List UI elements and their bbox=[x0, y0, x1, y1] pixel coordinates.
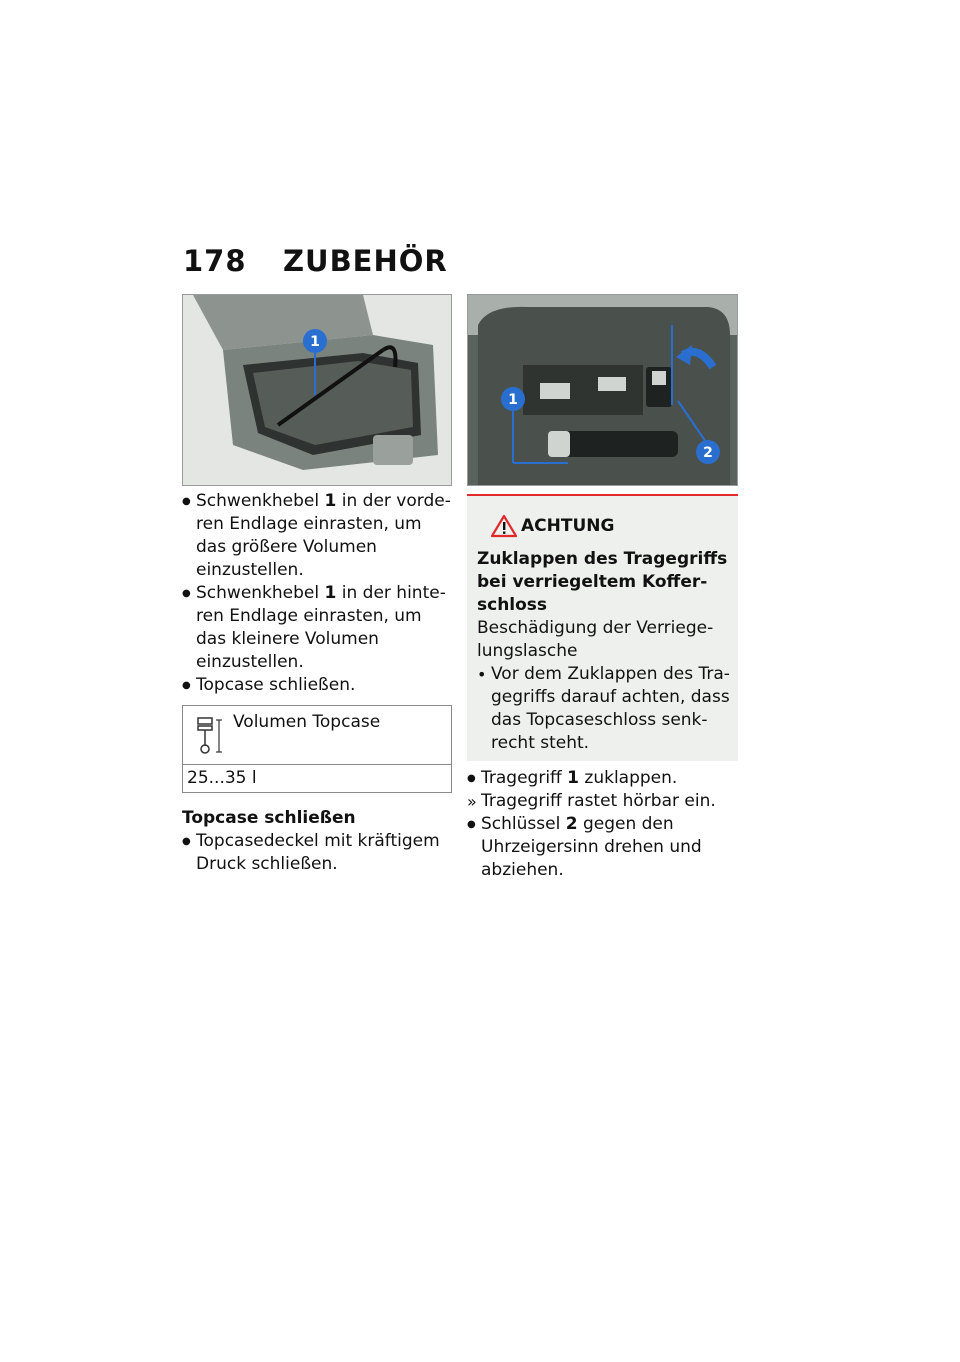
page-header bbox=[183, 244, 448, 278]
warning-triangle-icon bbox=[491, 514, 517, 538]
list-item: ● Topcase schließen. bbox=[182, 674, 452, 697]
list-item: ● Tragegriff 1 zuklappen. bbox=[467, 767, 738, 790]
specs-table bbox=[182, 705, 452, 793]
warning-heading: Zuklappen des Tragegriffs bei verriegeltem Kofferschloss bbox=[477, 549, 728, 615]
list-item: ● Topcasedeckel mit kräftigem Druck schließen. bbox=[182, 830, 452, 876]
callout-2: 2 bbox=[703, 445, 713, 461]
callout-1: 1 bbox=[310, 334, 320, 350]
specs-value: 25...35 l bbox=[187, 768, 257, 788]
section-heading: Topcase schließen bbox=[182, 808, 356, 828]
list-item: ● Schlüssel 2 gegen den Uhrzeigersinn drehen und abziehen. bbox=[467, 813, 738, 882]
volume-icon bbox=[195, 716, 225, 756]
page-number: 178 bbox=[183, 244, 247, 278]
right-column bbox=[467, 294, 738, 882]
warning-items bbox=[477, 663, 730, 755]
right-steps bbox=[467, 767, 738, 882]
topcase-interior-illustration bbox=[183, 295, 451, 485]
callout-1: 1 bbox=[508, 392, 518, 408]
left-column bbox=[182, 294, 452, 876]
list-item: ● Schwenkhebel 1 in der hinteren Endlage einrasten, um das kleinere Volumen einzustellen. bbox=[182, 582, 452, 674]
list-item: ● Schwenkhebel 1 in der vorderen Endlage einrasten, um das größere Volumen einzustellen. bbox=[182, 490, 452, 582]
specs-label: Volumen Topcase bbox=[233, 712, 381, 732]
warning-box bbox=[467, 494, 738, 761]
carry-handle-image bbox=[467, 294, 738, 486]
carry-handle-illustration bbox=[468, 295, 737, 485]
section-steps bbox=[182, 830, 452, 876]
specs-table-header bbox=[183, 706, 451, 765]
left-steps bbox=[182, 490, 452, 697]
topcase-interior-image bbox=[182, 294, 452, 486]
warning-title bbox=[477, 506, 730, 546]
warning-label: ACHTUNG bbox=[521, 516, 615, 536]
list-item: • Vor dem Zuklappen des Tragegriffs darauf achten, dass das Topcaseschloss senkrecht steht. bbox=[477, 663, 730, 755]
chapter-title: ZUBEHÖR bbox=[283, 244, 448, 278]
result-item: » Tragegriff rastet hörbar ein. bbox=[467, 790, 738, 813]
warning-consequence: Beschädigung der Verriegelungslasche bbox=[477, 618, 714, 661]
